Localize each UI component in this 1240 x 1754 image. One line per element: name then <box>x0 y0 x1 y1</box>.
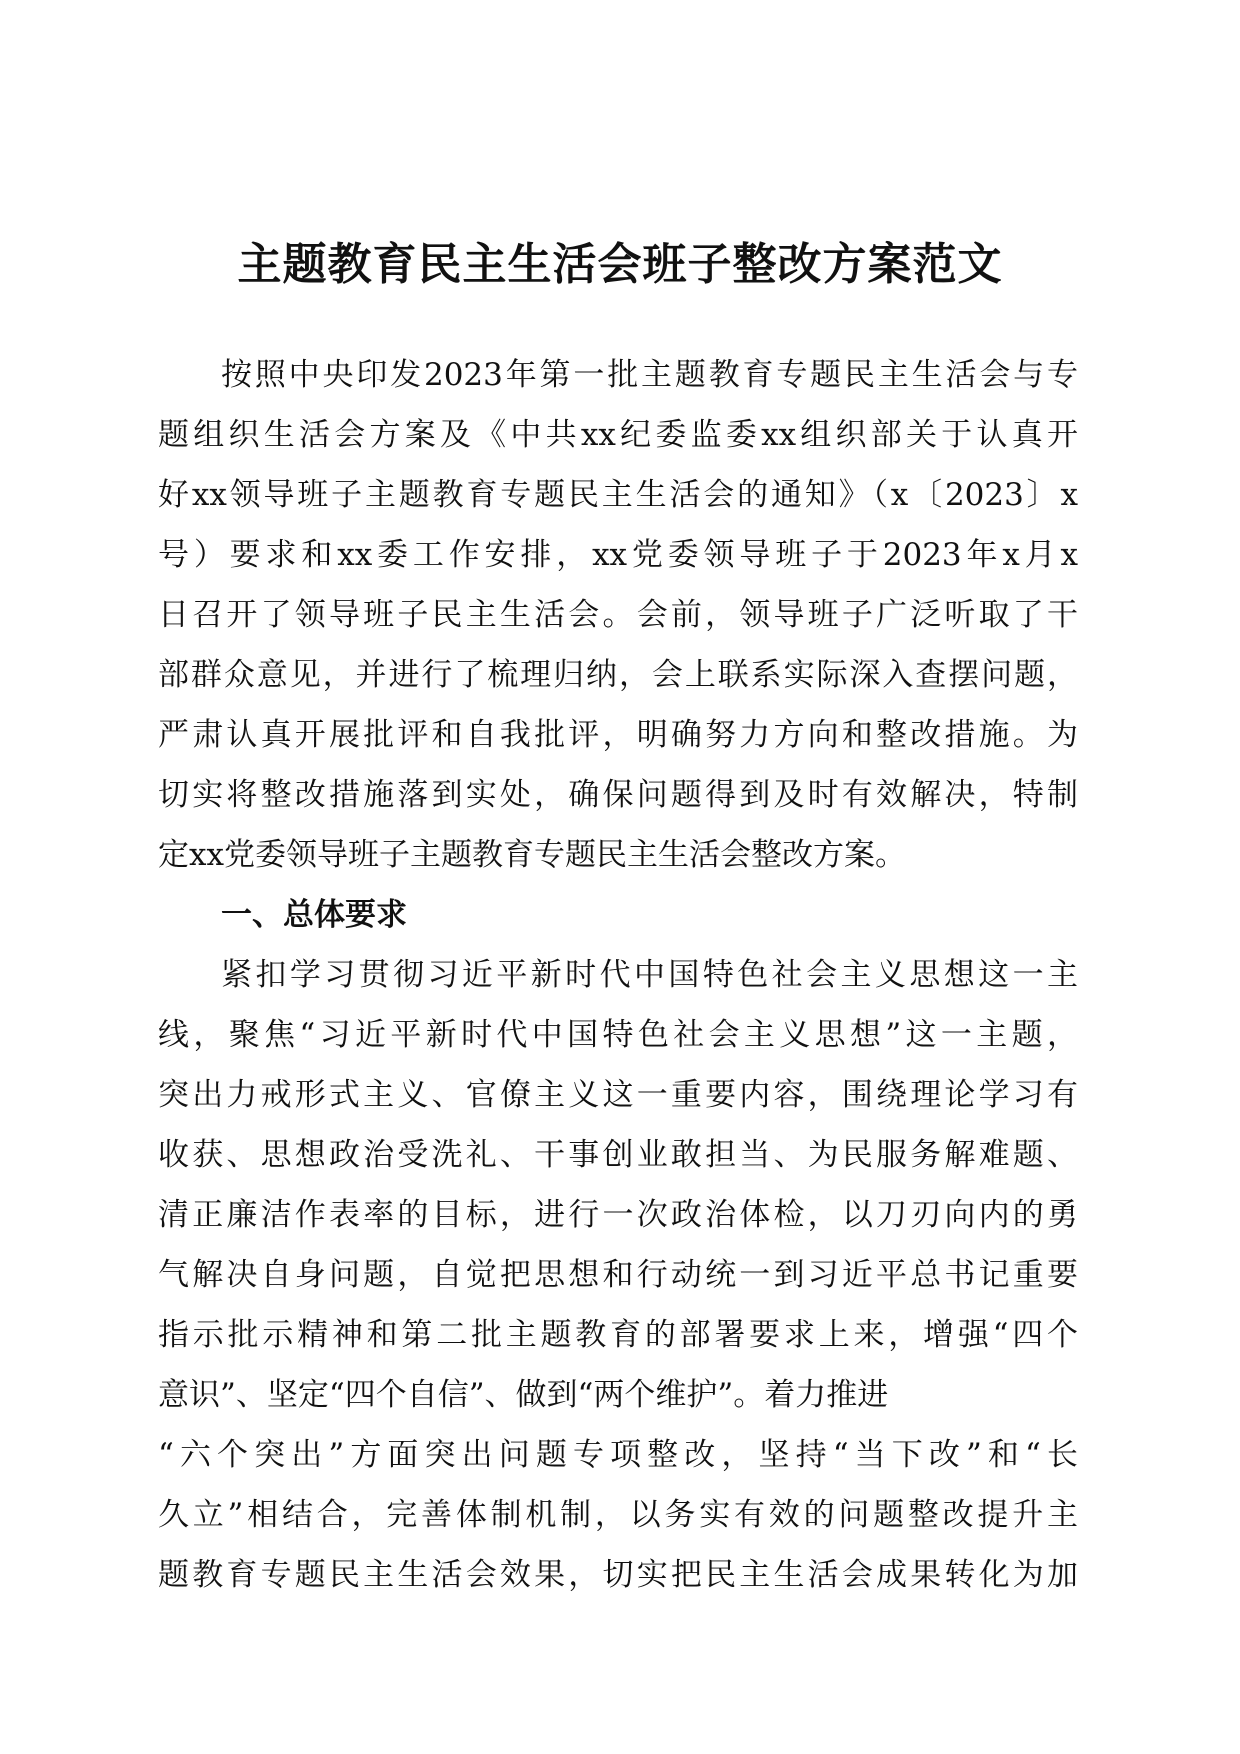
document-body <box>158 345 1078 1605</box>
intro-line: 定xx党委领导班子主题教育专题民主生活会整改方案。 <box>158 837 906 873</box>
section-line: “六个突出”方面突出问题专项整改，坚持“当下改”和“长 <box>158 1437 1078 1473</box>
document-title: 主题教育民主生活会班子整改方案范文 <box>237 239 1003 290</box>
section-line: 指示批示精神和第二批主题教育的部署要求上来，增强“四个 <box>158 1317 1078 1353</box>
intro-line: 号）要求和xx委工作安排，xx党委领导班子于2023年x月x <box>158 537 1078 573</box>
section-line: 清正廉洁作表率的目标，进行一次政治体检，以刀刃向内的勇 <box>158 1197 1078 1233</box>
intro-line: 部群众意见，并进行了梳理归纳，会上联系实际深入查摆问题， <box>158 657 1078 693</box>
section-line: 题教育专题民主生活会效果，切实把民主生活会成果转化为加 <box>158 1557 1078 1593</box>
intro-line: 题组织生活会方案及《中共xx纪委监委xx组织部关于认真开 <box>158 417 1078 453</box>
section-line: 收获、思想政治受洗礼、干事创业敢担当、为民服务解难题、 <box>158 1137 1078 1173</box>
intro-line: 好xx领导班子主题教育专题民主生活会的通知》（x〔2023〕x <box>158 477 1078 513</box>
section-line: 意识”、坚定“四个自信”、做到“两个维护”。着力推进 <box>158 1377 889 1413</box>
section-line: 突出力戒形式主义、官僚主义这一重要内容，围绕理论学习有 <box>158 1077 1078 1113</box>
intro-line: 严肃认真开展批评和自我批评，明确努力方向和整改措施。为 <box>158 717 1078 753</box>
intro-line: 切实将整改措施落到实处，确保问题得到及时有效解决，特制 <box>158 777 1078 813</box>
intro-line: 按照中央印发2023年第一批主题教育专题民主生活会与专 <box>221 357 1078 393</box>
section-line: 紧扣学习贯彻习近平新时代中国特色社会主义思想这一主 <box>221 957 1078 993</box>
intro-line: 日召开了领导班子民主生活会。会前，领导班子广泛听取了干 <box>158 597 1078 633</box>
section-line: 线，聚焦“习近平新时代中国特色社会主义思想”这一主题， <box>158 1017 1078 1053</box>
section-line: 久立”相结合，完善体制机制，以务实有效的问题整改提升主 <box>158 1497 1078 1533</box>
section-line: 气解决自身问题，自觉把思想和行动统一到习近平总书记重要 <box>158 1257 1078 1293</box>
section-heading: 一、总体要求 <box>221 897 407 933</box>
